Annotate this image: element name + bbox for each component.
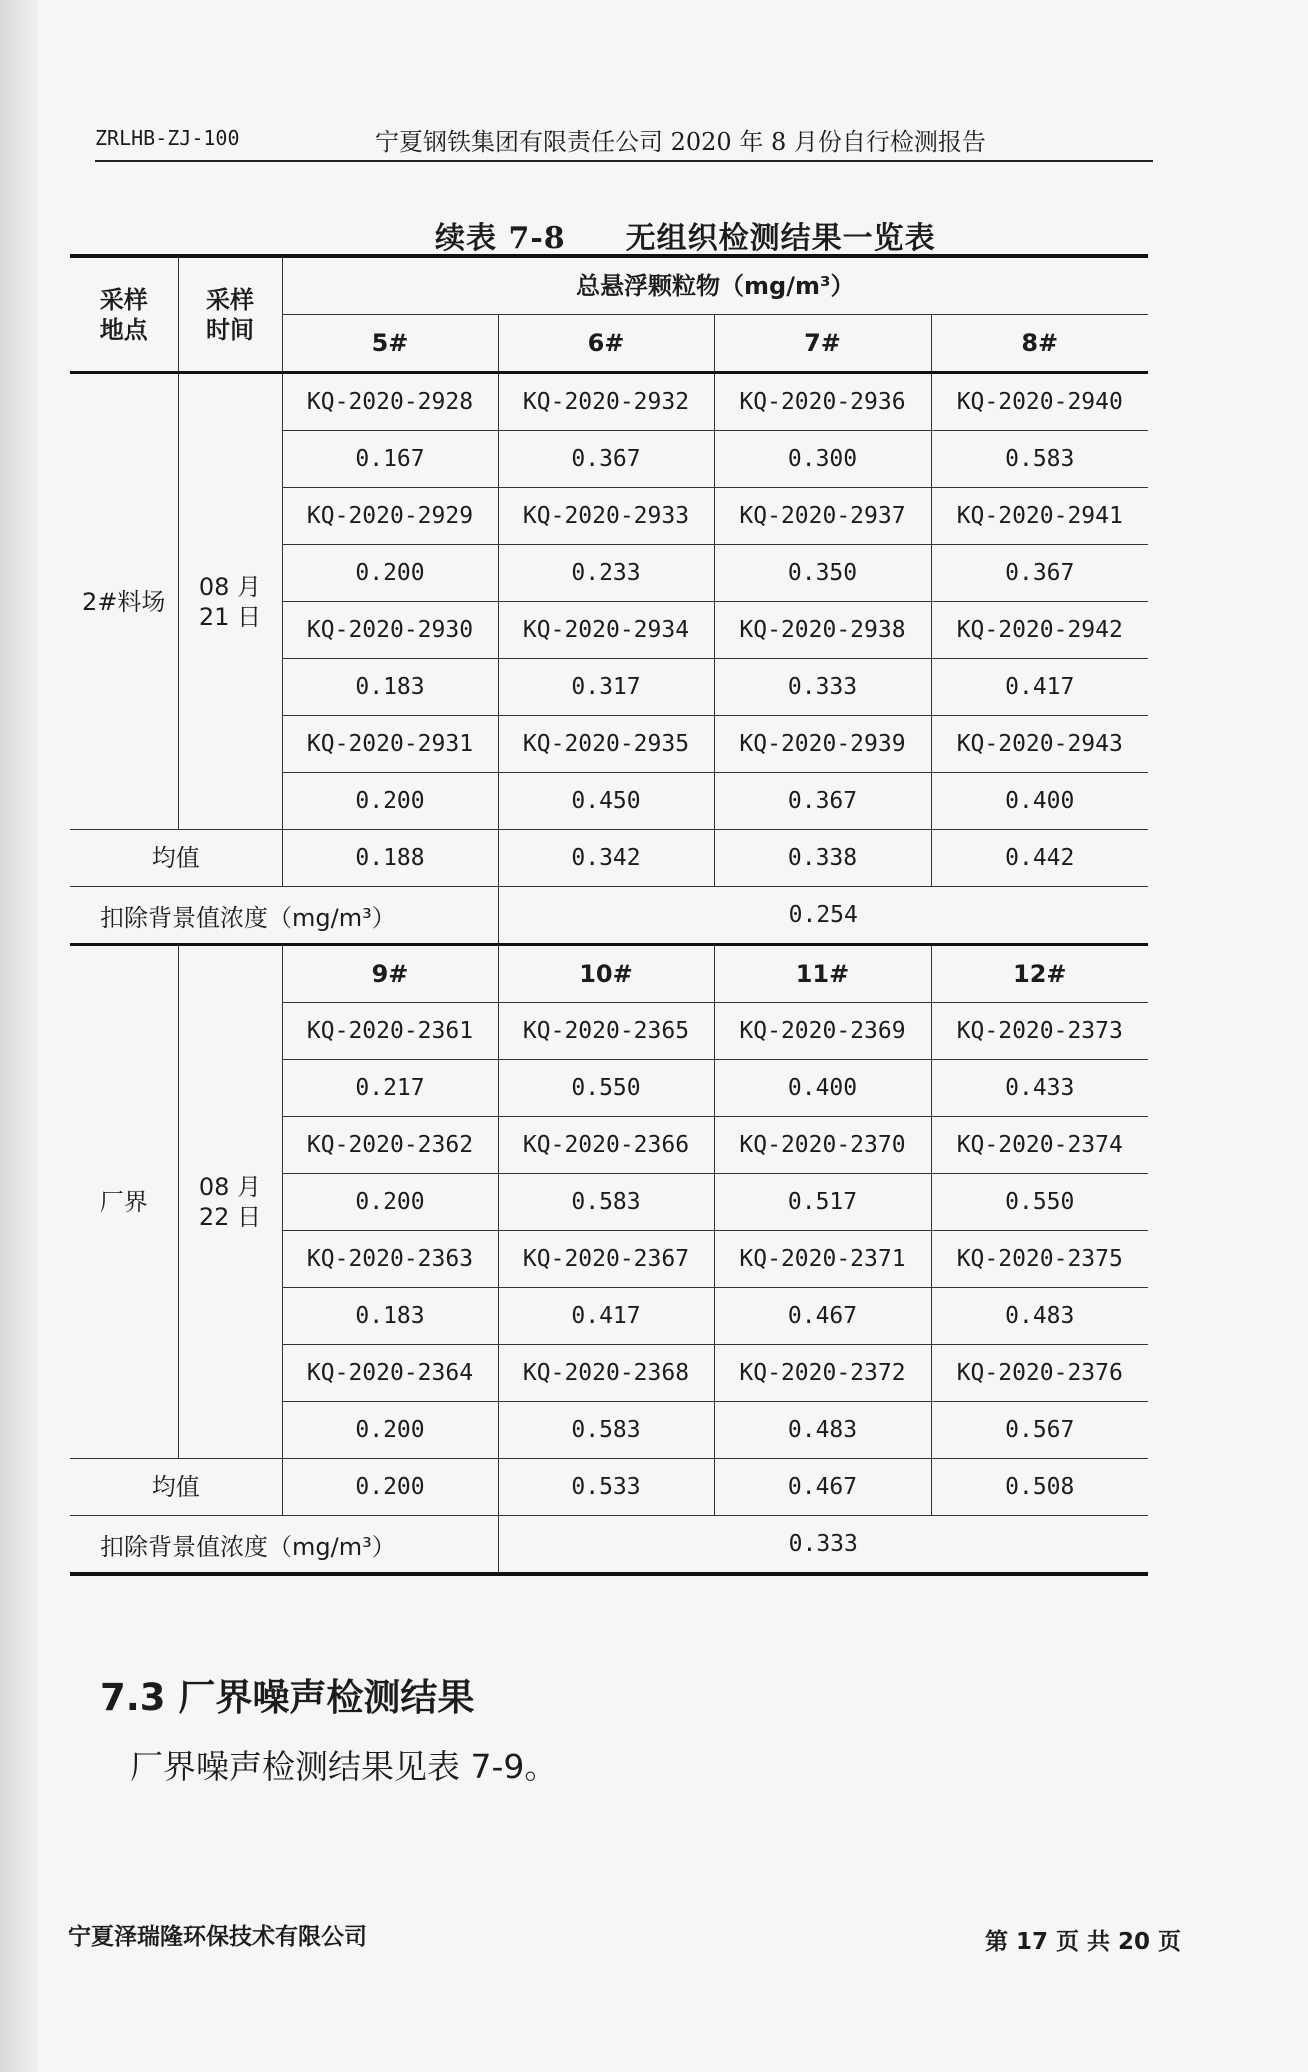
sample-value: 0.217 — [282, 1060, 498, 1117]
sample-id: KQ-2020-2939 — [714, 716, 931, 773]
sample-id: KQ-2020-2930 — [282, 602, 498, 659]
header-row — [70, 256, 1148, 315]
sample-id: KQ-2020-2375 — [931, 1231, 1148, 1288]
sample-value: 0.200 — [282, 545, 498, 602]
sample-id: KQ-2020-2367 — [498, 1231, 714, 1288]
table-row — [70, 373, 1148, 431]
sample-value: 0.583 — [498, 1402, 714, 1459]
sample-value: 0.200 — [282, 1174, 498, 1231]
sample-value: 0.583 — [498, 1174, 714, 1231]
mean-label: 均值 — [70, 830, 282, 887]
sample-value: 0.367 — [714, 773, 931, 830]
background-row — [70, 1516, 1148, 1575]
sampling-location: 2#料场 — [70, 373, 178, 830]
sample-value: 0.483 — [714, 1402, 931, 1459]
mean-value: 0.342 — [498, 830, 714, 887]
sample-id: KQ-2020-2936 — [714, 373, 931, 431]
section-body: 厂界噪声检测结果见表 7-9。 — [130, 1747, 558, 1786]
mean-value: 0.533 — [498, 1459, 714, 1516]
background-label: 扣除背景值浓度（mg/m³） — [70, 887, 498, 945]
sample-value: 0.183 — [282, 659, 498, 716]
point-label: 7# — [714, 315, 931, 373]
sample-id: KQ-2020-2370 — [714, 1117, 931, 1174]
sample-value: 0.367 — [498, 431, 714, 488]
sample-id: KQ-2020-2369 — [714, 1003, 931, 1060]
sample-id: KQ-2020-2371 — [714, 1231, 931, 1288]
sample-value: 0.350 — [714, 545, 931, 602]
sample-id: KQ-2020-2365 — [498, 1003, 714, 1060]
background-row — [70, 887, 1148, 945]
sample-id: KQ-2020-2376 — [931, 1345, 1148, 1402]
sample-value: 0.483 — [931, 1288, 1148, 1345]
point-label: 5# — [282, 315, 498, 373]
background-value: 0.333 — [498, 1516, 1148, 1575]
sampling-time: 08 月 21 日 — [178, 373, 282, 830]
sample-id: KQ-2020-2929 — [282, 488, 498, 545]
sample-id: KQ-2020-2368 — [498, 1345, 714, 1402]
sampling-time: 08 月 22 日 — [178, 945, 282, 1459]
point-label: 6# — [498, 315, 714, 373]
sample-id: KQ-2020-2937 — [714, 488, 931, 545]
sample-id: KQ-2020-2941 — [931, 488, 1148, 545]
point-label: 8# — [931, 315, 1148, 373]
sample-id: KQ-2020-2364 — [282, 1345, 498, 1402]
point-label: 11# — [714, 945, 931, 1003]
sample-id: KQ-2020-2933 — [498, 488, 714, 545]
sample-id: KQ-2020-2940 — [931, 373, 1148, 431]
table-caption-title: 无组织检测结果一览表 — [625, 221, 936, 256]
sample-value: 0.183 — [282, 1288, 498, 1345]
mean-row — [70, 830, 1148, 887]
sample-value: 0.517 — [714, 1174, 931, 1231]
mean-value: 0.338 — [714, 830, 931, 887]
sampling-location: 厂界 — [70, 945, 178, 1459]
sample-value: 0.400 — [931, 773, 1148, 830]
sample-value: 0.450 — [498, 773, 714, 830]
col-header-pollutant: 总悬浮颗粒物（mg/m³） — [282, 256, 1148, 315]
sample-id: KQ-2020-2943 — [931, 716, 1148, 773]
sample-id: KQ-2020-2373 — [931, 1003, 1148, 1060]
mean-label: 均值 — [70, 1459, 282, 1516]
sample-id: KQ-2020-2934 — [498, 602, 714, 659]
sample-value: 0.550 — [498, 1060, 714, 1117]
point-label: 10# — [498, 945, 714, 1003]
sample-id: KQ-2020-2366 — [498, 1117, 714, 1174]
sample-id: KQ-2020-2374 — [931, 1117, 1148, 1174]
sample-value: 0.417 — [931, 659, 1148, 716]
mean-value: 0.442 — [931, 830, 1148, 887]
sample-value: 0.167 — [282, 431, 498, 488]
sample-value: 0.400 — [714, 1060, 931, 1117]
sample-id: KQ-2020-2362 — [282, 1117, 498, 1174]
sample-value: 0.200 — [282, 773, 498, 830]
sample-value: 0.550 — [931, 1174, 1148, 1231]
sample-value: 0.317 — [498, 659, 714, 716]
page-header — [95, 118, 1153, 162]
mean-value: 0.188 — [282, 830, 498, 887]
point-header-row — [70, 945, 1148, 1003]
sample-value: 0.433 — [931, 1060, 1148, 1117]
sample-id: KQ-2020-2938 — [714, 602, 931, 659]
table-caption — [435, 213, 936, 257]
sample-value: 0.367 — [931, 545, 1148, 602]
results-table — [70, 254, 1148, 1576]
sample-value: 0.583 — [931, 431, 1148, 488]
sample-value: 0.467 — [714, 1288, 931, 1345]
sample-id: KQ-2020-2363 — [282, 1231, 498, 1288]
sample-id: KQ-2020-2935 — [498, 716, 714, 773]
col-header-location: 采样 地点 — [70, 256, 178, 373]
mean-value: 0.200 — [282, 1459, 498, 1516]
sample-id: KQ-2020-2931 — [282, 716, 498, 773]
sample-value: 0.300 — [714, 431, 931, 488]
table-caption-number: 续表 7-8 — [435, 221, 566, 256]
sample-id: KQ-2020-2372 — [714, 1345, 931, 1402]
sample-value: 0.417 — [498, 1288, 714, 1345]
page-binding-shadow — [0, 0, 38, 2072]
mean-value: 0.467 — [714, 1459, 931, 1516]
sample-id: KQ-2020-2942 — [931, 602, 1148, 659]
point-label: 9# — [282, 945, 498, 1003]
sample-id: KQ-2020-2932 — [498, 373, 714, 431]
footer-company: 宁夏泽瑞隆环保技术有限公司 — [68, 1924, 367, 1950]
doc-code: ZRLHB-ZJ-100 — [95, 126, 240, 150]
footer-page-number: 第 17 页 共 20 页 — [985, 1929, 1182, 1955]
mean-value: 0.508 — [931, 1459, 1148, 1516]
section-heading: 7.3 厂界噪声检测结果 — [100, 1676, 475, 1719]
report-title: 宁夏钢铁集团有限责任公司 2020 年 8 月份自行检测报告 — [375, 128, 986, 156]
background-value: 0.254 — [498, 887, 1148, 945]
point-label: 12# — [931, 945, 1148, 1003]
sample-value: 0.333 — [714, 659, 931, 716]
mean-row — [70, 1459, 1148, 1516]
sample-id: KQ-2020-2361 — [282, 1003, 498, 1060]
sample-value: 0.200 — [282, 1402, 498, 1459]
sample-id: KQ-2020-2928 — [282, 373, 498, 431]
col-header-time: 采样 时间 — [178, 256, 282, 373]
background-label: 扣除背景值浓度（mg/m³） — [70, 1516, 498, 1575]
sample-value: 0.567 — [931, 1402, 1148, 1459]
sample-value: 0.233 — [498, 545, 714, 602]
